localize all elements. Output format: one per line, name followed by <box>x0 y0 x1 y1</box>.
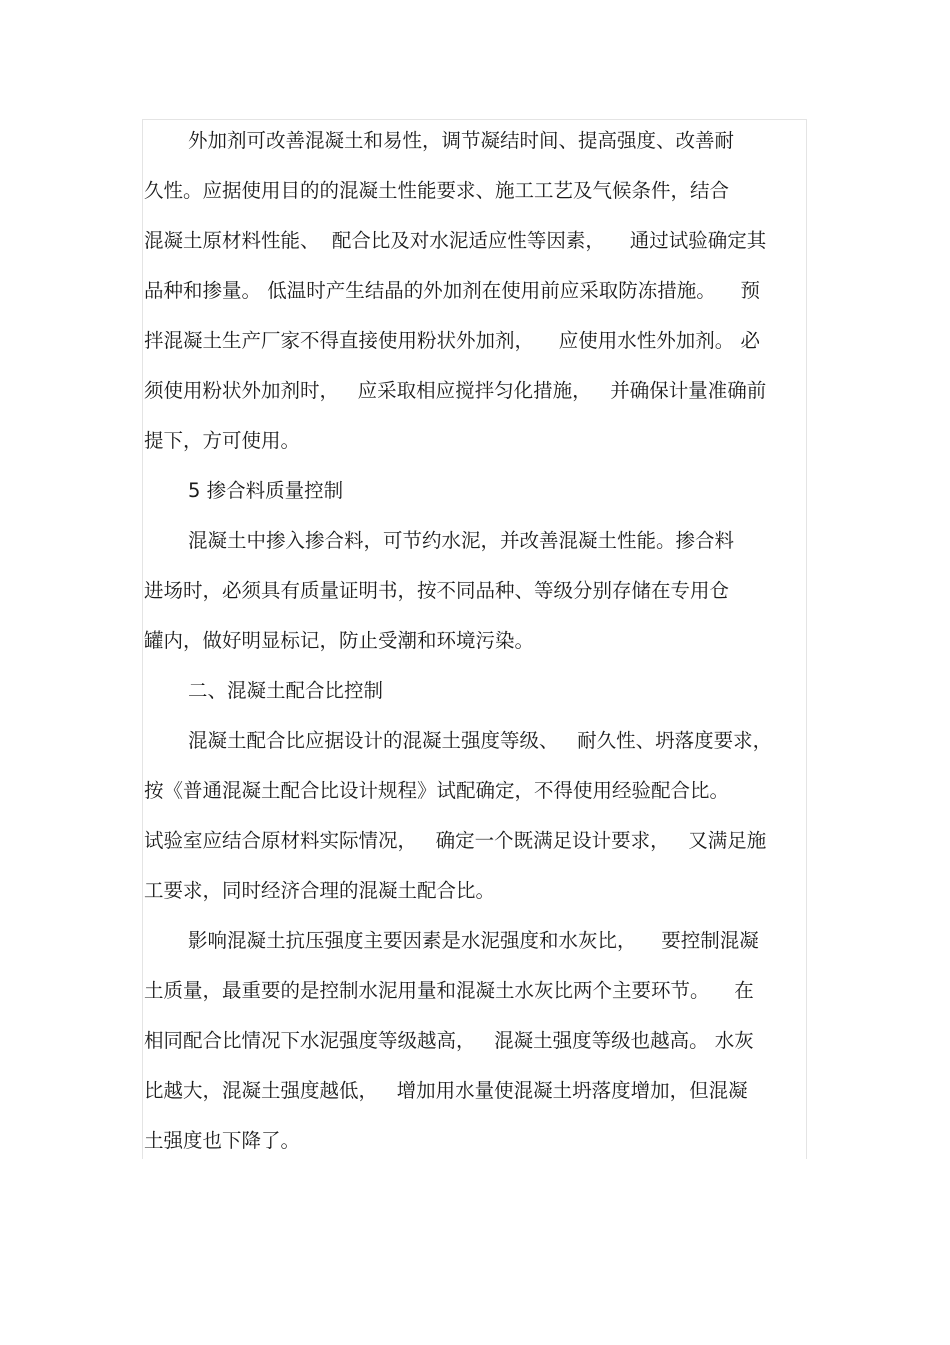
text-line: 提下，方可使用。 <box>144 429 301 452</box>
text-line: 拌混凝土生产厂家不得直接使用粉状外加剂， 应使用水性外加剂。 必 <box>144 329 760 352</box>
text-line: 久性。应据使用目的的混凝土性能要求、施工工艺及气候条件，结合 <box>144 179 730 202</box>
section-heading: 二、混凝土配合比控制 <box>188 679 384 702</box>
text-line: 品种和掺量。 低温时产生结晶的外加剂在使用前应采取防冻措施。 预 <box>144 279 760 302</box>
text-line: 按《普通混凝土配合比设计规程》试配确定，不得使用经验配合比。 <box>144 779 730 802</box>
text-line: 须使用粉状外加剂时， 应采取相应搅拌匀化措施， 并确保计量准确前 <box>144 379 767 402</box>
text-line: 混凝土原材料性能、 配合比及对水泥适应性等因素， 通过试验确定其 <box>144 229 767 252</box>
text-line: 罐内，做好明显标记，防止受潮和环境污染。 <box>144 629 535 652</box>
text-line: 比越大，混凝土强度越低， 增加用水量使混凝土坍落度增加，但混凝 <box>144 1079 748 1102</box>
text-line: 外加剂可改善混凝土和易性，调节凝结时间、提高强度、改善耐 <box>188 129 735 152</box>
text-line: 混凝土配合比应据设计的混凝土强度等级、 耐久性、坍落度要求， <box>188 729 773 752</box>
text-line: 土质量，最重要的是控制水泥用量和混凝土水灰比两个主要环节。 在 <box>144 979 754 1002</box>
text-line: 影响混凝土抗压强度主要因素是水泥强度和水灰比， 要控制混凝 <box>188 929 759 952</box>
text-line: 试验室应结合原材料实际情况， 确定一个既满足设计要求， 又满足施 <box>144 829 767 852</box>
text-line: 混凝土中掺入掺合料，可节约水泥，并改善混凝土性能。掺合料 <box>188 529 735 552</box>
text-line: 工要求，同时经济合理的混凝土配合比。 <box>144 879 496 902</box>
text-line: 相同配合比情况下水泥强度等级越高， 混凝土强度等级也越高。 水灰 <box>144 1029 754 1052</box>
text-line: 进场时，必须具有质量证明书，按不同品种、等级分别存储在专用仓 <box>144 579 730 602</box>
text-line: 土强度也下降了。 <box>144 1129 301 1152</box>
section-heading: 5 掺合料质量控制 <box>188 479 344 502</box>
